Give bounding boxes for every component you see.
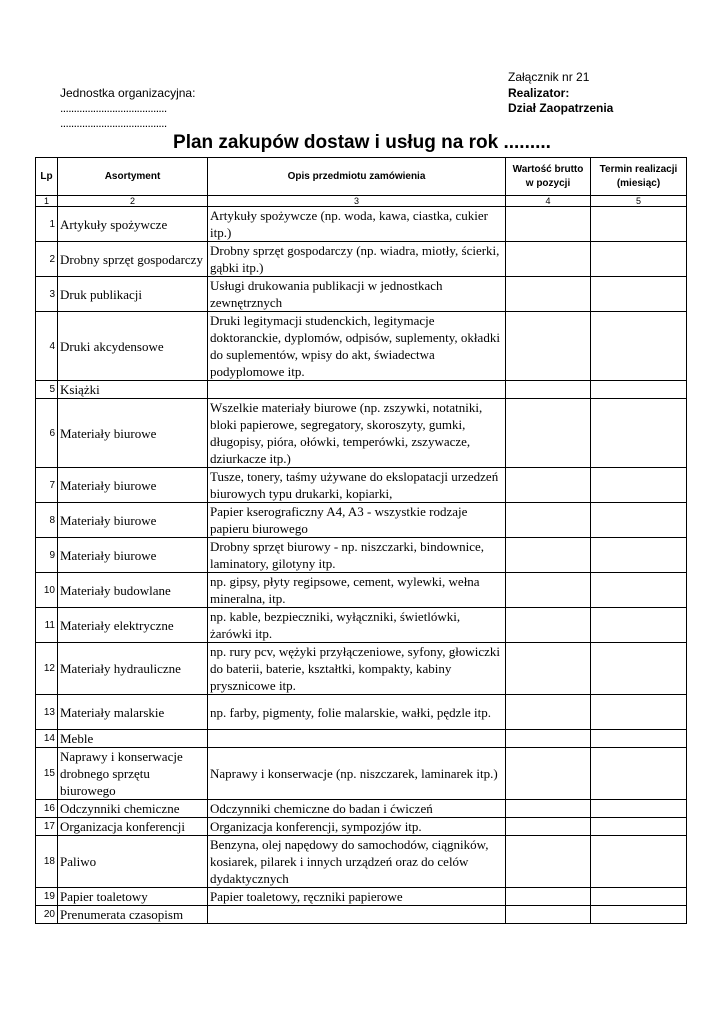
row-opis: Usługi drukowania publikacji w jednostkach zewnętrznych: [208, 277, 506, 312]
row-lp: 17: [36, 818, 58, 836]
row-termin: [591, 242, 687, 277]
row-asortyment: Drobny sprzęt gospodarczy: [58, 242, 208, 277]
header-opis: Opis przedmiotu zamówienia: [208, 158, 506, 196]
row-wartosc: [506, 503, 591, 538]
row-wartosc: [506, 888, 591, 906]
row-asortyment: Materiały biurowe: [58, 399, 208, 468]
row-opis: Papier kserograficzny A4, A3 - wszystkie rodzaje papieru biurowego: [208, 503, 506, 538]
row-lp: 18: [36, 836, 58, 888]
row-termin: [591, 503, 687, 538]
row-asortyment: Meble: [58, 730, 208, 748]
header-termin-line2: (miesiąc): [616, 177, 661, 189]
row-wartosc: [506, 836, 591, 888]
row-lp: 5: [36, 381, 58, 399]
row-lp: 7: [36, 468, 58, 503]
row-termin: [591, 748, 687, 800]
row-lp: 19: [36, 888, 58, 906]
row-termin: [591, 277, 687, 312]
row-opis: np. gipsy, płyty regipsowe, cement, wylewki, wełna mineralna, itp.: [208, 573, 506, 608]
unit-line-2: .......................................: [60, 116, 167, 130]
table-row: [36, 399, 687, 468]
column-number: 5: [591, 196, 687, 207]
header-asortyment: Asortyment: [58, 158, 208, 196]
procurement-table: [35, 157, 687, 924]
row-lp: 10: [36, 573, 58, 608]
table-row: [36, 207, 687, 242]
row-asortyment: Książki: [58, 381, 208, 399]
row-asortyment: Materiały malarskie: [58, 695, 208, 730]
row-termin: [591, 800, 687, 818]
row-opis: np. rury pcv, wężyki przyłączeniowe, syfony, głowiczki do baterii, baterie, kształtki, kompakty, kabiny prysznicowe itp.: [208, 643, 506, 695]
row-termin: [591, 468, 687, 503]
row-termin: [591, 818, 687, 836]
row-wartosc: [506, 608, 591, 643]
row-wartosc: [506, 207, 591, 242]
row-opis: Drobny sprzęt gospodarczy (np. wiadra, miotły, ścierki, gąbki itp.): [208, 242, 506, 277]
header-termin: [591, 158, 687, 196]
table-row: [36, 888, 687, 906]
table-row: [36, 573, 687, 608]
row-asortyment: Naprawy i konserwacje drobnego sprzętu biurowego: [58, 748, 208, 800]
row-opis: Druki legitymacji studenckich, legitymacje doktoranckie, dyplomów, odpisów, suplementy, okładki do suplementów, wpisy do akt, świadectwa podyplomowe itp.: [208, 312, 506, 381]
row-termin: [591, 312, 687, 381]
column-number: 4: [506, 196, 591, 207]
page-title: Plan zakupów dostaw i usług na rok .........: [173, 132, 551, 153]
table-row: [36, 503, 687, 538]
table-row: [36, 836, 687, 888]
row-lp: 3: [36, 277, 58, 312]
row-opis: np. kable, bezpieczniki, wyłączniki, świetlówki, żarówki itp.: [208, 608, 506, 643]
row-opis: Odczynniki chemiczne do badan i ćwiczeń: [208, 800, 506, 818]
row-termin: [591, 836, 687, 888]
row-lp: 13: [36, 695, 58, 730]
table-row: [36, 906, 687, 924]
header-lp: Lp: [36, 158, 58, 196]
column-number: 1: [36, 196, 58, 207]
row-termin: [591, 730, 687, 748]
header-wartosc: [506, 158, 591, 196]
row-wartosc: [506, 643, 591, 695]
row-wartosc: [506, 468, 591, 503]
row-opis: Tusze, tonery, taśmy używane do ekslopatacji urzedzeń biurowych typu drukarki, kopiarki,: [208, 468, 506, 503]
table-row: [36, 468, 687, 503]
row-lp: 12: [36, 643, 58, 695]
table-row: [36, 818, 687, 836]
row-termin: [591, 538, 687, 573]
row-asortyment: Prenumerata czasopism: [58, 906, 208, 924]
row-termin: [591, 643, 687, 695]
row-termin: [591, 573, 687, 608]
row-wartosc: [506, 748, 591, 800]
row-opis: Drobny sprzęt biurowy - np. niszczarki, bindownice, laminatory, gilotyny itp.: [208, 538, 506, 573]
row-opis: [208, 906, 506, 924]
table-row: [36, 608, 687, 643]
row-lp: 6: [36, 399, 58, 468]
table-row: [36, 312, 687, 381]
row-wartosc: [506, 695, 591, 730]
header-wartosc-line2: w pozycji: [525, 177, 571, 189]
row-termin: [591, 695, 687, 730]
row-termin: [591, 888, 687, 906]
unit-line-1: .......................................: [60, 101, 167, 115]
row-opis: Papier toaletowy, ręczniki papierowe: [208, 888, 506, 906]
row-asortyment: Artykuły spożywcze: [58, 207, 208, 242]
row-opis: Naprawy i konserwacje (np. niszczarek, laminarek itp.): [208, 748, 506, 800]
row-lp: 14: [36, 730, 58, 748]
column-number-row: [36, 196, 687, 207]
table-row: [36, 538, 687, 573]
row-lp: 8: [36, 503, 58, 538]
row-asortyment: Materiały biurowe: [58, 503, 208, 538]
row-lp: 20: [36, 906, 58, 924]
table-row: [36, 730, 687, 748]
row-wartosc: [506, 277, 591, 312]
row-asortyment: Materiały budowlane: [58, 573, 208, 608]
unit-label: Jednostka organizacyjna:: [60, 86, 196, 100]
attachment-number: Załącznik nr 21: [508, 70, 590, 84]
row-asortyment: Materiały hydrauliczne: [58, 643, 208, 695]
header-termin-line1: Termin realizacji: [599, 163, 678, 175]
row-opis: Organizacja konferencji, sympozjów itp.: [208, 818, 506, 836]
table-row: [36, 643, 687, 695]
row-lp: 1: [36, 207, 58, 242]
table-row: [36, 381, 687, 399]
row-wartosc: [506, 906, 591, 924]
column-number: 2: [58, 196, 208, 207]
row-lp: 4: [36, 312, 58, 381]
row-opis: Wszelkie materiały biurowe (np. zszywki, notatniki, bloki papierowe, segregatory, skoroszyty, gumki, długopisy, pióra, ołówki, temperówki, zszywacze, dziurkacze itp.): [208, 399, 506, 468]
column-number: 3: [208, 196, 506, 207]
row-wartosc: [506, 312, 591, 381]
table-row: [36, 277, 687, 312]
row-lp: 2: [36, 242, 58, 277]
row-wartosc: [506, 800, 591, 818]
row-asortyment: Materiały biurowe: [58, 468, 208, 503]
row-termin: [591, 381, 687, 399]
row-wartosc: [506, 242, 591, 277]
row-wartosc: [506, 399, 591, 468]
table-row: [36, 748, 687, 800]
realizer-label: Realizator:: [508, 86, 570, 100]
row-lp: 16: [36, 800, 58, 818]
row-termin: [591, 399, 687, 468]
row-termin: [591, 207, 687, 242]
row-asortyment: Druk publikacji: [58, 277, 208, 312]
header-wartosc-line1: Wartość brutto: [512, 163, 584, 175]
row-opis: np. farby, pigmenty, folie malarskie, wałki, pędzle itp.: [208, 695, 506, 730]
row-wartosc: [506, 381, 591, 399]
table-row: [36, 695, 687, 730]
row-asortyment: Druki akcydensowe: [58, 312, 208, 381]
row-wartosc: [506, 573, 591, 608]
row-wartosc: [506, 730, 591, 748]
table-header-row: [36, 158, 687, 196]
table-row: [36, 800, 687, 818]
row-wartosc: [506, 818, 591, 836]
row-termin: [591, 608, 687, 643]
row-asortyment: Papier toaletowy: [58, 888, 208, 906]
row-opis: [208, 381, 506, 399]
row-asortyment: Materiały elektryczne: [58, 608, 208, 643]
row-asortyment: Odczynniki chemiczne: [58, 800, 208, 818]
row-asortyment: Paliwo: [58, 836, 208, 888]
row-lp: 9: [36, 538, 58, 573]
row-asortyment: Materiały biurowe: [58, 538, 208, 573]
table-row: [36, 242, 687, 277]
row-opis: [208, 730, 506, 748]
row-termin: [591, 906, 687, 924]
realizer-value: Dział Zaopatrzenia: [508, 101, 614, 115]
row-lp: 11: [36, 608, 58, 643]
row-opis: Benzyna, olej napędowy do samochodów, ciągników, kosiarek, pilarek i innych urządzeń oraz do celów dydaktycznych: [208, 836, 506, 888]
row-asortyment: Organizacja konferencji: [58, 818, 208, 836]
row-lp: 15: [36, 748, 58, 800]
row-wartosc: [506, 538, 591, 573]
row-opis: Artykuły spożywcze (np. woda, kawa, ciastka, cukier itp.): [208, 207, 506, 242]
